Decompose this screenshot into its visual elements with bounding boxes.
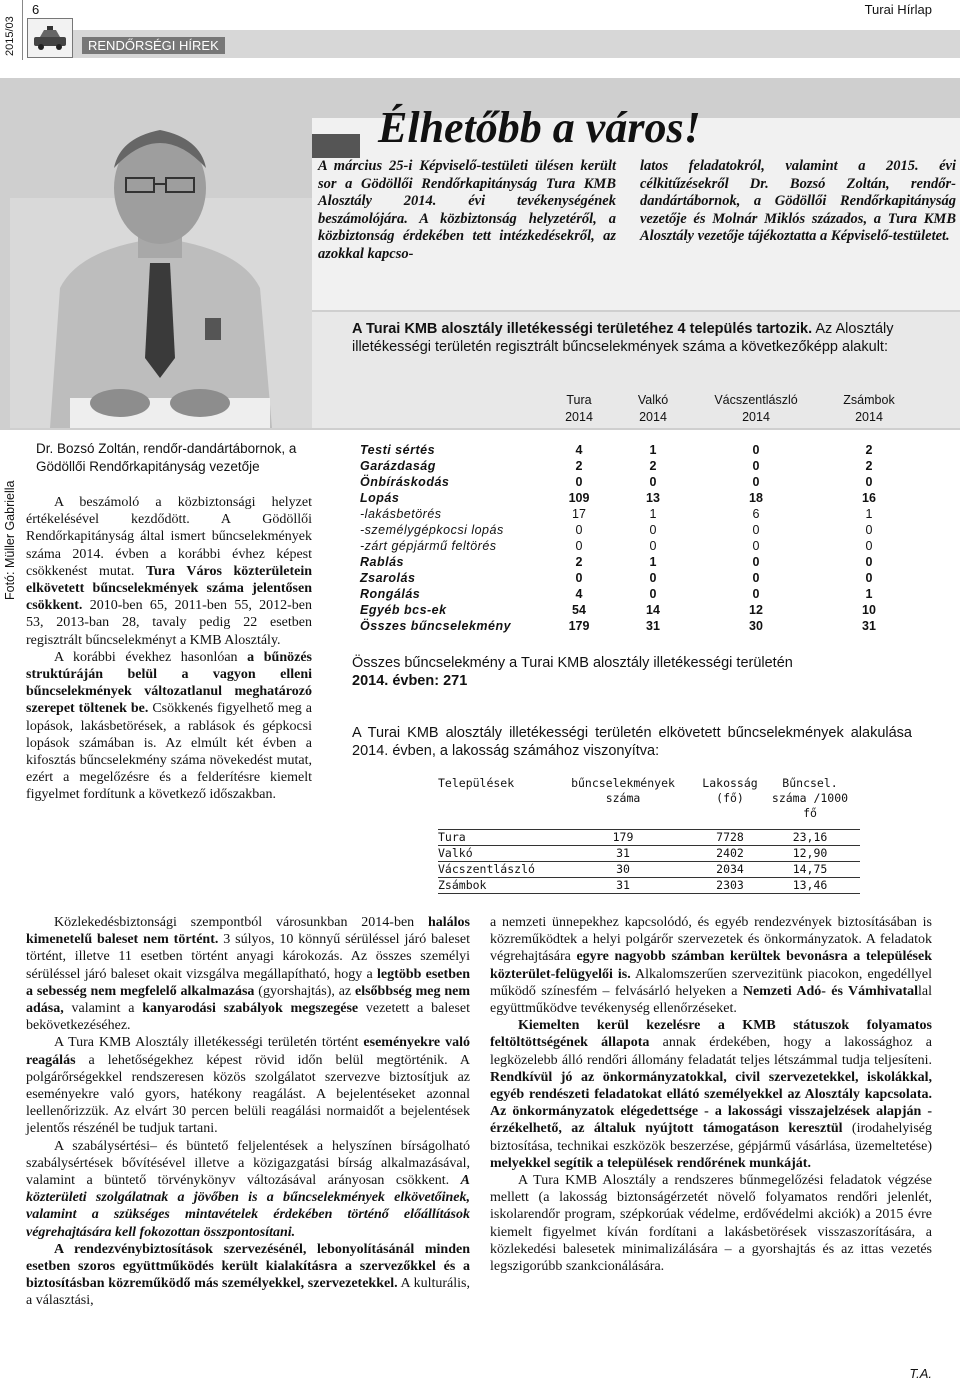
table1-cell: 109	[568, 491, 590, 505]
table1-cell: 18	[749, 491, 763, 505]
table2-cell: 179	[612, 830, 634, 844]
intro-left: A március 25-i Képviselő-testületi ülésen került sor a Gödöllői Rendőrkapitányság Tura KMB Alosztály 2014. évi tevékenységének beszámolójára. A közbiztonság helyzetéről, a közbiztonság érdekében tett intézkedésekről, az azokkal kapcso-	[318, 158, 616, 262]
table1-cell: 0	[649, 571, 657, 585]
table1-row-label: Egyéb bcs-ek	[360, 603, 447, 617]
table1-cell: 4	[575, 443, 583, 457]
table1-cell: 0	[865, 475, 873, 489]
table1-cell: 2	[865, 443, 873, 457]
table1-cell: 54	[572, 603, 586, 617]
table1-cell: 0	[752, 459, 760, 473]
author-signature: T.A.	[909, 1366, 932, 1381]
table1-cell: 0	[575, 539, 583, 553]
table2-cell: Valkó	[438, 846, 473, 860]
table1-cell: 0	[865, 539, 873, 553]
table-row	[360, 618, 920, 634]
table1-cell: 0	[752, 523, 760, 537]
table-row	[360, 570, 920, 586]
table-row	[438, 862, 860, 878]
table2-intro: A Turai KMB alosztály illetékességi területén elkövetett bűncselekmények alakulása 2014. évben, a lakosság számához viszonyítva:	[352, 725, 912, 759]
table1-cell: 179	[568, 619, 590, 633]
table1-row-label: Rongálás	[360, 587, 421, 601]
photo-caption: Dr. Bozsó Zoltán, rendőr-dandártábornok, a Gödöllői Rendőrkapitányság vezetője	[36, 441, 297, 474]
table2-cell: Zsámbok	[438, 878, 487, 892]
table1-cell: 0	[575, 571, 583, 585]
table1-cell: 14	[646, 603, 660, 617]
table1-row-label: -lakásbetörés	[360, 507, 442, 521]
table1-cell: 0	[752, 571, 760, 585]
headline: Élhetőbb a város!	[378, 103, 701, 152]
table1-cell: 12	[749, 603, 763, 617]
table1-cell: 16	[862, 491, 876, 505]
table2-cell: 12,90	[792, 846, 828, 860]
table1-cell: 1	[649, 443, 657, 457]
table1-cell: 2	[575, 555, 583, 569]
table-row	[360, 602, 920, 618]
table1-cell: 17	[572, 507, 586, 521]
table1-col-tura: Tura 2014	[565, 393, 593, 424]
table-row	[360, 490, 920, 506]
table-row	[360, 442, 920, 458]
table1-total-text: Összes bűncselekmény a Turai KMB alosztály illetékességi területén	[352, 655, 793, 671]
table1-cell: 30	[749, 619, 763, 633]
year-strip	[0, 0, 23, 60]
table-row	[360, 586, 920, 602]
table2-header-cell: Lakosság (fő)	[702, 776, 758, 805]
table2-header-cell: bűncselekmények száma	[571, 776, 675, 805]
table1-cell: 0	[865, 523, 873, 537]
table1-row-label: Testi sértés	[360, 443, 436, 457]
table1-body	[360, 442, 920, 634]
table-row	[360, 458, 920, 474]
table1-cell: 0	[865, 555, 873, 569]
table1-row-label: Önbíráskodás	[360, 475, 450, 489]
table1-intro-rest: Az Alosztály illetékességi területén regisztrált bűncselekmények száma a következőképp alakult:	[352, 321, 894, 355]
table1-row-label: Garázdaság	[360, 459, 436, 473]
table1-cell: 1	[865, 507, 873, 521]
table1-cell: 0	[752, 539, 760, 553]
table-row	[438, 846, 860, 862]
portrait-photo	[10, 78, 312, 428]
table1-cell: 2	[865, 459, 873, 473]
table1-cell: 1	[865, 587, 873, 601]
table2-header-cell: Bűncsel. száma /1000 fő	[771, 776, 849, 820]
table1-row-label: Lopás	[360, 491, 400, 505]
table1-intro-bold: A Turai KMB alosztály illetékességi területéhez 4 település tartozik.	[352, 321, 813, 337]
police-car-icon	[27, 18, 73, 58]
issue-year: 2015/03	[4, 16, 16, 56]
table2-cell: 13,46	[792, 878, 828, 892]
table1-cell: 1	[649, 555, 657, 569]
table-row	[360, 474, 920, 490]
table-row	[360, 538, 920, 554]
section-title: RENDŐRSÉGI HÍREK	[82, 37, 225, 54]
table1-cell: 0	[752, 443, 760, 457]
table1-row-label: -személygépkocsi lopás	[360, 523, 504, 537]
table1-intro	[352, 320, 912, 356]
table1-cell: 0	[649, 587, 657, 601]
table1-col-valko: Valkó 2014	[637, 393, 669, 424]
body-column-2: Közlekedésbiztonsági szempontból városunkban 2014-ben halálos kimenetelű baleset nem történt. 3 súlyos, 10 könnyű sérüléssel járó baleset történt, illetve 11 esetben történt anyagi károkozás. Az összes személyi sérüléssel járó baleset okait vizsgálva megállapítható, hogy a legtöbb esetben a sebesség nem megfelelő alkalmazása (gyorshajtás), az elsőbbség meg nem adása, valamint a kanyarodási szabályok megszegése vezetett a baleset bekövetkezéséhez. A Tura KMB Alosztály illetékességi területén történt eseményekre való reagálás a lehetőségekhez képest rövid időn belül megtörténik. A polgárőrségekkel rendszeresen közös szolgálatot szervezve biztosítjuk az eseményekre való gyors, hatékony reagálást. A bejelentéseket azonnal leellenőrizzük. Az elvárt 30 percen belüli reagálási normaidőt a bejelentések jelentős részénél be tudjuk tartani. A szabálysértési– és büntető feljelentések a helyszínen bírságolható szabálysértések bővítésével illetve a közigazgatási bírság alkalmazásával, valamint a büntető törvénykönyv változásával arányosan csökkent. A közterületi szolgálatnak a jövőben is a bűncselekmények elkövetőinek, valamint a szükséges mintavételek érdekében történő előállítások végrehajtására kell fokozottan összpontosítani. A rendezvénybiztosítások szervezésénél, lebonyolításánál minden esetben szoros együttműködés került kialakításra a szervezőkkel és a biztosításban közreműködő más személyekkel, szervezetekkel. A kulturális, a választási,	[26, 915, 470, 1309]
table1-col-vacszentlaszlo: Vácszentlászló 2014	[714, 393, 798, 424]
table1-cell: 0	[649, 475, 657, 489]
table-row	[438, 878, 860, 894]
table1-row-label: Rablás	[360, 555, 404, 569]
table1-col-zsambok: Zsámbok 2014	[843, 393, 895, 424]
table-row	[360, 522, 920, 538]
table1-cell: 2	[649, 459, 657, 473]
table1-cell: 10	[862, 603, 876, 617]
table1-cell: 0	[649, 523, 657, 537]
table-row	[360, 506, 920, 522]
table1-cell: 1	[649, 507, 657, 521]
table1-row-label: Zsarolás	[360, 571, 416, 585]
table2-header	[438, 776, 860, 821]
table2-cell: 2402	[716, 846, 744, 860]
table1-cell: 0	[575, 475, 583, 489]
table1-cell: 0	[575, 523, 583, 537]
table-row	[438, 830, 860, 846]
body-column-3: a nemzeti ünnepekhez kapcsolódó, és egyéb rendezvények biztosításában is közreműködtek a helyi polgárőr szervezetek és önkormányzatok. A feladatok végrehajtására egyre nagyobb számban kerültek bevonásra a települések közterület-felügyelői is. Alkalomszerűen szervezitünk piacokon, engedéllyel működő színesfém – felvásárló helyeken a Nemzeti Adó- és Vámhivatallal együttműködve tevékenység ellenőrzéseket. Kiemelten kerül kezelésre a KMB státuszok folyamatos feltöltöttségének állapota annak érdekében, hogy a lakossághoz a legközelebb álló rendőri állomány feladatát teljes létszámmal tudja teljesíteni. Rendkívül jó az önkormányzatokkal, civil szervezetekkel, iskolákkal, egyéb rendészeti feladatokat ellátó személyekkel az Alosztály kapcsolata. Az önkormányzatok elégedettsége - a lakossági visszajelzések alapján - érzékelhető, az általuk nyújtott támogatáson keresztül (irodahelyiség biztosítása, technikai eszközök beszerzése, gépjármű vásárlása, üzemeltetése) melyekkel segítik a települések rendőrének munkáját. A Tura KMB Alosztály a rendszeres bűnmegelőzési feladatok végzése mellett (a lakosság biztonságérzetét növelő folyamatos rendőri jelenlét, iskolarendőr program, szépkorúak védelme, erdővédelmi akciók) a 2015 évre kiemelt figyelmet kíván fordítani a lakásbetörések visszaszorítására, a közlekedési balesetek minimalizálására – a gyorshajtás és az ittas vezetés legszigorúbb szankcionálására.	[490, 915, 933, 1275]
table1-cell: 0	[752, 555, 760, 569]
table1-cell: 0	[649, 539, 657, 553]
table1-cell: 13	[646, 491, 660, 505]
table2-cell: Vácszentlászló	[438, 862, 535, 876]
table1-total-value: 2014. évben: 271	[352, 673, 468, 689]
table2-cell: 14,75	[792, 862, 828, 876]
page-number: 6	[32, 2, 40, 17]
table1-row-label: -zárt gépjármű feltörés	[360, 539, 497, 553]
headline-accent-bar	[312, 134, 360, 158]
body-column-1: A beszámoló a közbiztonsági helyzet értékelésével kezdődött. A Gödöllői Rendőrkapitányság által ismert bűncselekmények száma 2014. évben a korábbi évhez képest csökkenést mutat. Tura Város közterületein elkövetett bűncselekmények száma jelentősen csökkent. 2010-ben 65, 2011-ben 55, 2012-ben 53, 2013-ban 28, tavaly pedig 22 esetben regisztrált bűncselekményt a KMB Alosztály. A korábbi évekhez hasonlóan a bűnözés struktúráján belül a vagyon elleni bűncselekmények változatlanul meghatározó szerepet töltenek be. Csökkenés figyelhető meg a lopások, lakásbetörések, a rablások és gépkocsi lopások számában is. Az elmúlt két évben a kifosztás bűncselekmény száma növekedést mutat, ezért a megelőzésre és a felderítésre kiemelt figyelmet fordítunk a következő időszakban.	[26, 495, 312, 803]
table2	[438, 776, 860, 894]
table1-cell: 0	[752, 475, 760, 489]
table2-cell: 31	[616, 878, 630, 892]
table1-row-label: Összes bűncselekmény	[360, 619, 512, 633]
table2-cell: 31	[616, 846, 630, 860]
table2-cell: 30	[616, 862, 630, 876]
table2-cell: 2303	[716, 878, 744, 892]
table1-cell: 0	[865, 571, 873, 585]
table2-body	[438, 829, 860, 894]
table1-cell: 31	[646, 619, 660, 633]
table1-cell: 0	[752, 587, 760, 601]
publication-name: Turai Hírlap	[864, 2, 932, 17]
table1-cell: 6	[752, 507, 760, 521]
table1-cell: 4	[575, 587, 583, 601]
table2-header-cell: Települések	[438, 776, 515, 790]
table2-cell: 7728	[716, 830, 744, 844]
table1-cell: 2	[575, 459, 583, 473]
table2-cell: Tura	[438, 830, 466, 844]
table-row	[360, 554, 920, 570]
table2-cell: 2034	[716, 862, 744, 876]
table1-cell: 31	[862, 619, 876, 633]
table2-cell: 23,16	[792, 830, 828, 844]
intro-right: latos feladatokról, valamint a 2015. évi célkitűzésekről Dr. Bozsó Zoltán, rendőr-dandártábornok, a Gödöllői Rendőrkapitányság vezetője és Molnár Miklós százados, a Tura KMB Alosztály vezetője tájékoztatta a Képviselő-testületet.	[640, 158, 956, 244]
table1-total	[352, 654, 912, 690]
photo-credit: Fotó: Müller Gabriella	[3, 480, 17, 600]
